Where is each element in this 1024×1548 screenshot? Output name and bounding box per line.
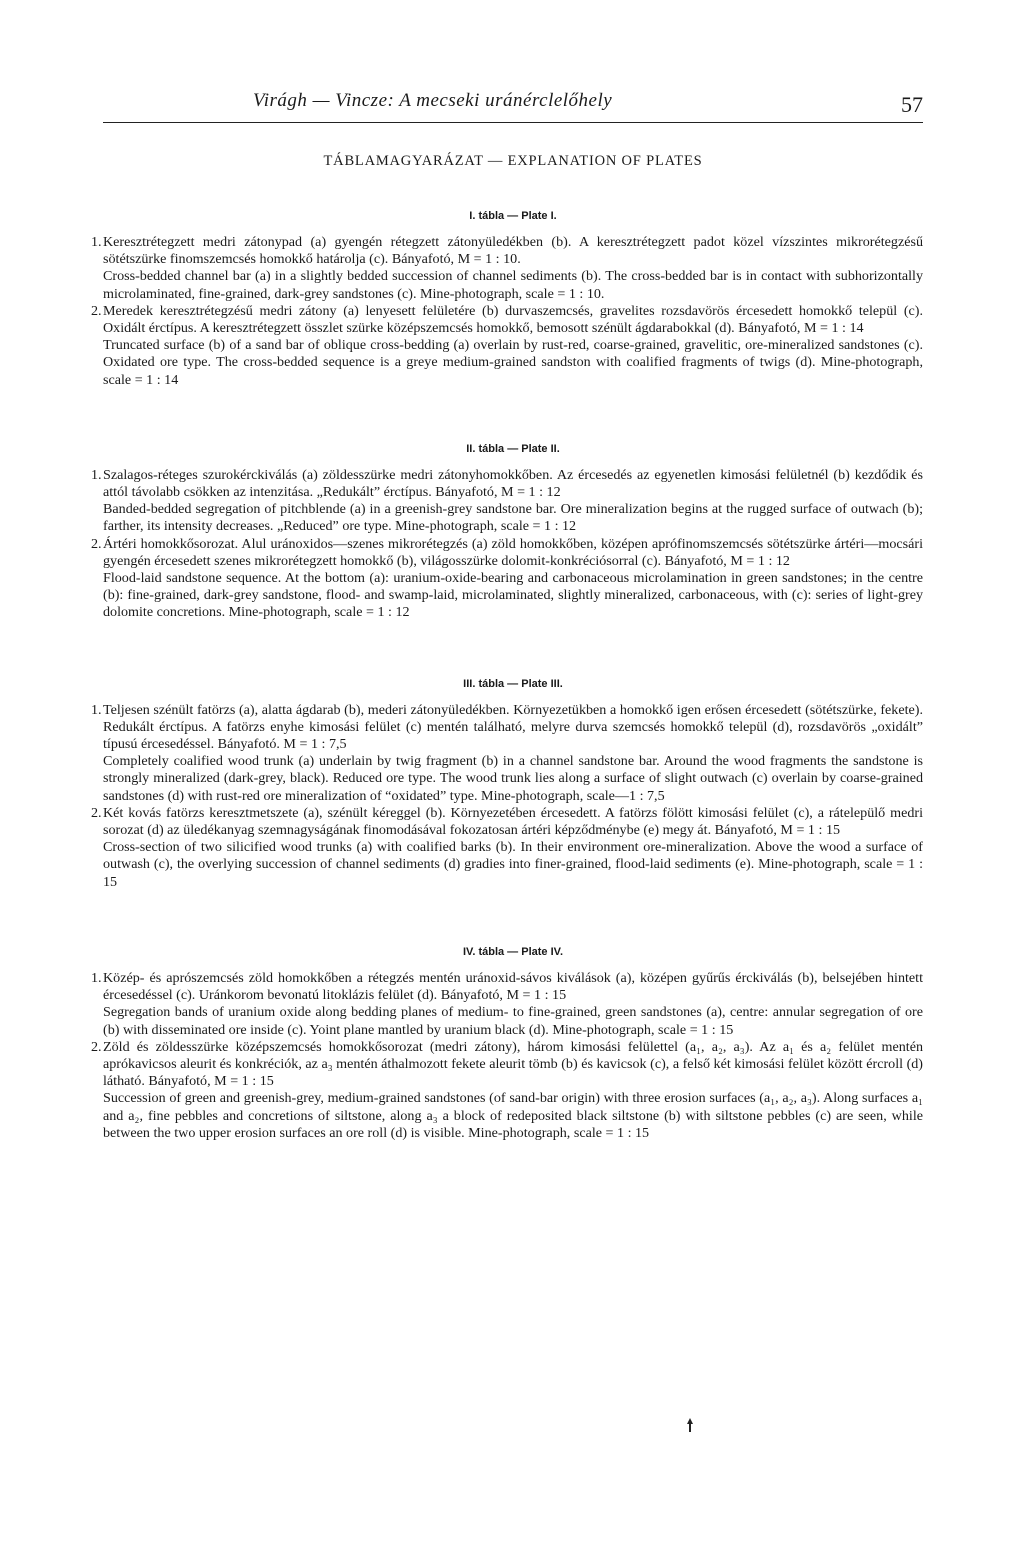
entry-text-english: Segregation bands of uranium oxide along bedding planes of medium- to fine-grained, green sandstones (a), centre: annular segregation of ore (b) with disseminated ore inside (c). Yoint plane mantled by uranium black (d). Mine-photograph, scale = 1 : 15 [103, 1004, 923, 1038]
entry-text-english: Flood-laid sandstone sequence. At the bottom (a): uranium-oxide-bearing and carbonaceous microlamination in green sandstones; in the centre (b): fine-grained, dark-grey sandstone, flood- and swamp-laid, microlaminated, slightly mineralized, carbonaceous, with (c): series of light-grey dolomite concretions. Mine-photograph, scale = 1 : 12 [103, 570, 923, 621]
entry-text-english: Cross-section of two silicified wood trunks (a) with coalified barks (b). In their environment ore-mineralization. Above the wood a surface of outwash (c), the overlying succession of channel sediments (d) gradies into finer-grained, flood-laid sediments (e). Mine-photograph, scale = 1 : 15 [103, 839, 923, 890]
entry-text-english: Completely coalified wood trunk (a) underlain by twig fragment (b) in a channel sandstone bar. Around the wood fragments the sandstone is strongly mineralized (dark-grey, black). Reduced ore type. The wood trunk lies along a surface of slight outwach (c) overlain by coarse-grained sandstones (d) with rust-red ore mineralization of “oxidated” type. Mine-photograph, scale—1 : 7,5 [103, 753, 923, 804]
entry-text-english: Truncated surface (b) of a sand bar of oblique cross-bedding (a) overlain by rust-red, coarse-grained, gravelitic, ore-mineralized sandstones (c). Oxidated ore type. The cross-bedded sequence is a greye medium-grained sandston with coalified fragments of twigs (d). Mine-photograph, scale = 1 : 14 [103, 337, 923, 388]
entry-text-hungarian: Ártéri homokkősorozat. Alul uránoxidos—szenes mikrorétegzés (a) zöld homokkőben, középen aprófinomszemcsés sötétszürke ártéri—mocsári gyengén ércesedett szenes mikrorétegzett homokkő (b), világosszürke dolomit-konkréciósorral (c). Bányafotó, M = 1 : 12 [103, 535, 923, 569]
plate-entry [91, 969, 923, 1039]
plate-heading: IV. tábla — Plate IV. [462, 945, 564, 958]
plate-entry [91, 466, 923, 536]
page [91, 88, 923, 1142]
plate-heading: I. tábla — Plate I. [469, 210, 557, 222]
page-number: 57 [901, 92, 923, 117]
plate-entry [91, 234, 923, 303]
entry-text-hungarian: Szalagos-réteges szurokérckiválás (a) zöldesszürke medri zátonyhomokkőben. Az ércesedés az egyenetlen kimosási felületnél (b) kezdődik és attól távolabb csökken az intenzitása. „Redukált” érctípus. Bányafotó, M = 1 : 12 [103, 466, 923, 501]
document-heading: TÁBLAMAGYARÁZAT — EXPLANATION OF PLATES [323, 153, 703, 169]
printer-mark-icon [686, 1418, 694, 1436]
entry-number: 2. [91, 1038, 102, 1055]
plate-heading: II. tábla — Plate II. [466, 442, 560, 455]
entry-number: 1. [91, 234, 102, 250]
entry-text-hungarian: Két kovás fatörzs keresztmetszete (a), szénült kéreggel (b). Környezetében ércesedett. A fatörzs fölött kimosási felület (c), a rátelepülő medri sorozat (d) az üledékanyag szemnagyságának finomodásával fokozatosan ártéri képződménybe (e) megy át. Bányafotó, M = 1 : 15 [103, 804, 923, 839]
running-title: Virágh — Vincze: A mecseki uránérclelőhely [253, 90, 613, 111]
entry-number: 2. [91, 804, 102, 821]
plate-entry [91, 1038, 923, 1142]
entry-number: 1. [91, 466, 102, 483]
entry-text-hungarian: Teljesen szénült fatörzs (a), alatta ágdarab (b), mederi zátonyüledékben. Környezetükben a homokkő igen erősen ércesedett (sötétszürke, fekete). Redukált érctípus. A fatörzs enyhe kimosási felület (c) mentén található, melyre durva szemcsés homokkő települ (d), rozsdavörös „oxidált” típusú ércesedéssel. Bányafotó. M = 1 : 7,5 [103, 701, 923, 753]
plate-entry [91, 302, 923, 389]
entry-number: 1. [91, 969, 102, 986]
entry-text-english: Succession of green and greenish-grey, medium-grained sandstones (of sand-bar origin) with three erosion surfaces (a₁, a₂, a₃). Along surfaces a₁ and a₂, fine pebbles and concretions of siltstone, along a₃ a block of redeposited black siltstone (b) with siltstone pebbles (c) are seen, while between the two upper erosion surfaces an ore roll (d) is visible. Mine-photograph, scale = 1 : 15 [103, 1090, 923, 1141]
entry-text-english: Cross-bedded channel bar (a) in a slightly bedded succession of channel sediments (b). The cross-bedded bar is in contact with subhorizontally microlaminated, fine-grained, dark-grey sandstones (c). Mine-photograph, scale = 1 : 10. [103, 268, 923, 302]
entry-text-hungarian: Keresztrétegzett medri zátonypad (a) gyengén rétegzett zátonyüledékben (b). A keresztrétegzett padot közel vízszintes mikrorétegzésű sötétszürke finomszemcsés homokkő határolja (c). Bányafotó, M = 1 : 10. [103, 234, 923, 268]
entry-number: 1. [91, 701, 102, 718]
entry-text-hungarian: Közép- és aprószemcsés zöld homokkőben a rétegzés mentén uránoxid-sávos kiválások (a), középen gyűrűs érckiválás (b), belsejében hintett ércesedéssel (c). Uránkorom bevonatú litoklázis felület (d). Bányafotó, M = 1 : 15 [103, 969, 923, 1004]
entry-number: 2. [91, 302, 102, 319]
plate-entry [91, 804, 923, 891]
running-header [103, 88, 923, 123]
entry-text-hungarian: Zöld és zöldesszürke középszemcsés homokkősorozat (medri zátony), három kimosási felülettel (a₁, a₂, a₃). Az a₁ és a₂ felület mentén aprókavicsos aleurit és konkréciók, az a₃ mentén áthalmozott fekete aleurit tömb (b) és kavicsok (c), a felső két kimosási felület között ércroll (d) látható. Bányafotó, M = 1 : 15 [103, 1038, 923, 1090]
plate-entry [91, 701, 923, 805]
plate-entry [91, 535, 923, 622]
plate-heading: III. tábla — Plate III. [463, 677, 563, 690]
entry-text-hungarian: Meredek keresztrétegzésű medri zátony (a) lenyesett felületére (b) durvaszemcsés, gravelites rozsdavörös ércesedett homokkő települ (c). Oxidált érctípus. A keresztrétegzett összlet szürke középszemcsés homokkő, bemosott szénült ágdarabokkal (d). Bányafotó, M = 1 : 14 [103, 302, 923, 337]
entry-number: 2. [91, 535, 102, 552]
entry-text-english: Banded-bedded segregation of pitchblende (a) in a greenish-grey sandstone bar. Ore mineralization begins at the rugged surface of outwach (b); farther, its intensity decreases. „Reduced” ore type. Mine-photograph, scale = 1 : 12 [103, 501, 923, 535]
